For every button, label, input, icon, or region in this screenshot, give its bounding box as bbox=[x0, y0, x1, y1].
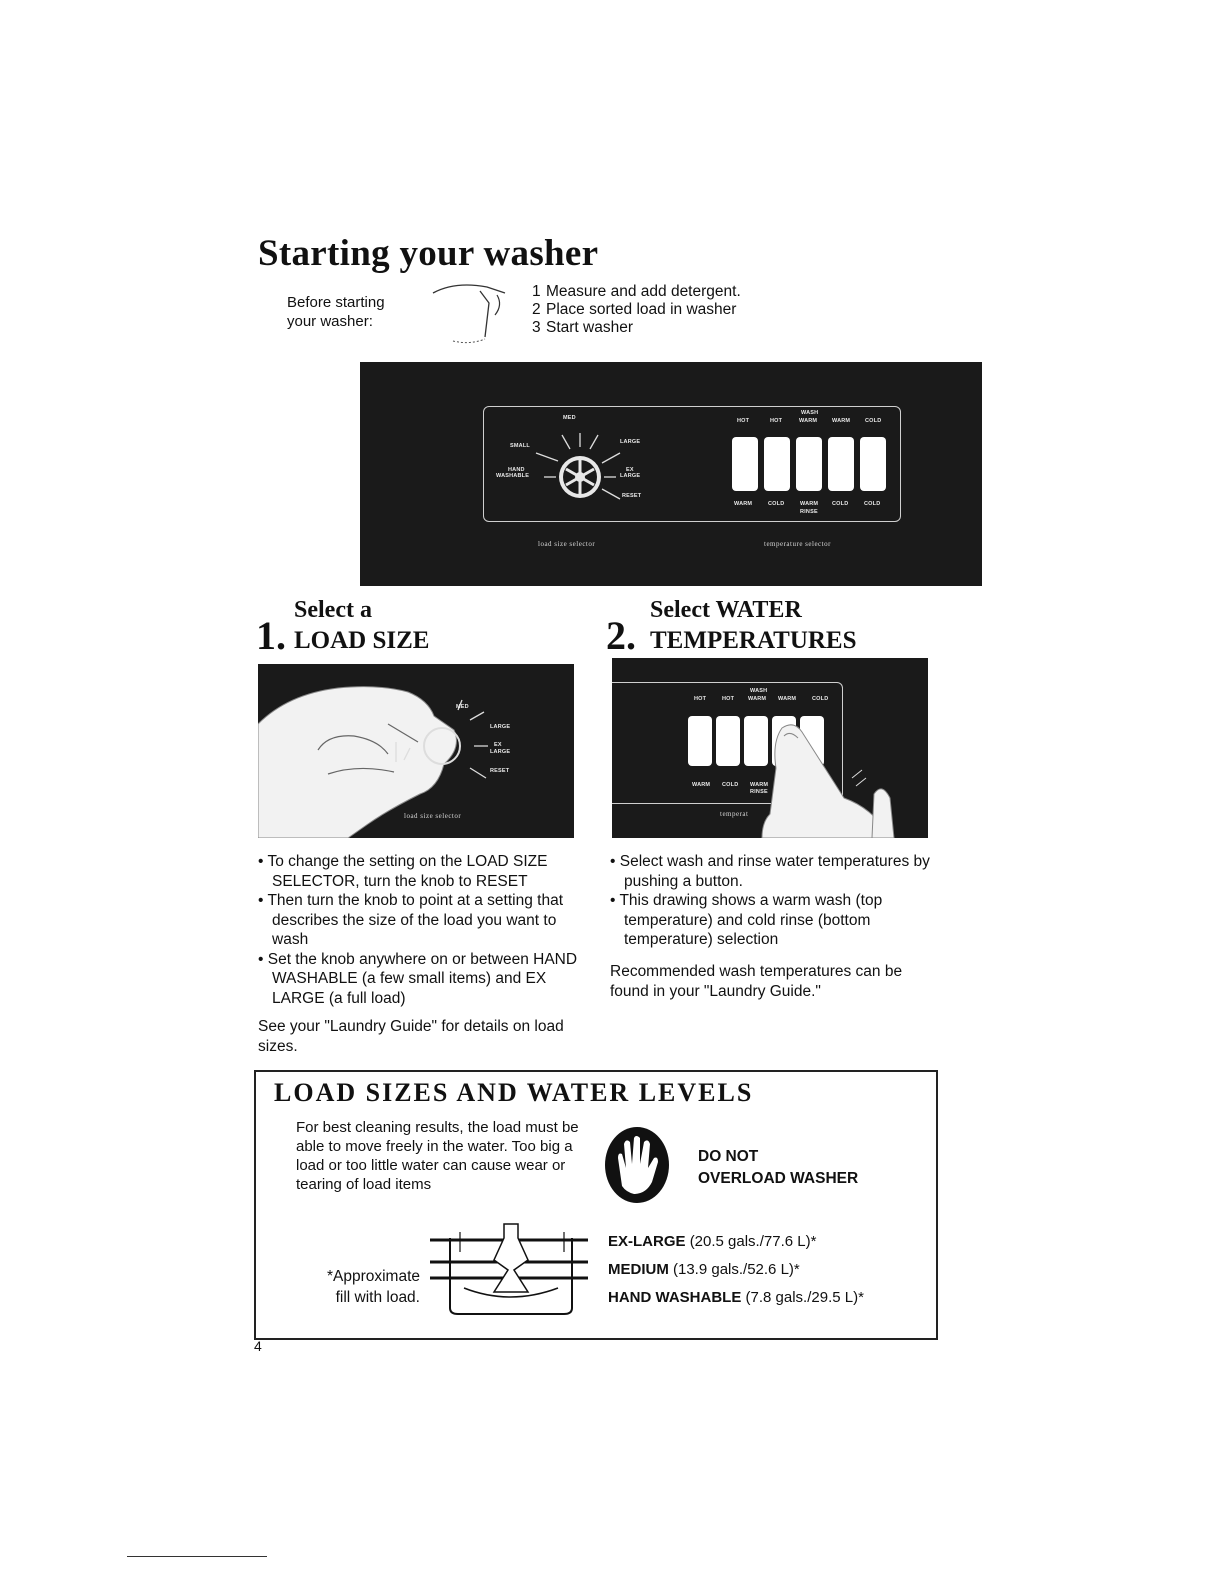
start-steps bbox=[532, 283, 741, 337]
washer-tub-diagram bbox=[424, 1222, 594, 1318]
photo2-bottom-label: WARM bbox=[750, 782, 769, 788]
approx-line1: *Approximate bbox=[326, 1268, 420, 1285]
dial-label-small: SMALL bbox=[510, 443, 530, 449]
wash-temp-label: WARM bbox=[799, 418, 818, 424]
photo2-top-label: COLD bbox=[812, 696, 829, 702]
wash-header: WASH bbox=[801, 410, 819, 416]
dial-label-large: LARGE bbox=[620, 439, 641, 445]
list-item: • Then turn the knob to point at a setting that describes the size of the load you want to wash bbox=[258, 892, 564, 948]
temp-button-cold-cold bbox=[860, 437, 886, 491]
list-item: • This drawing shows a warm wash (top temperature) and cold rinse (bottom temperature) selection bbox=[610, 892, 883, 948]
photo2-bottom-label: COLD bbox=[722, 782, 739, 788]
page-number: 4 bbox=[254, 1338, 262, 1354]
temp-button-hot-warm bbox=[732, 437, 758, 491]
finger-pressing-button-illustration bbox=[612, 658, 928, 838]
photo2-bottom-label: WARM bbox=[692, 782, 711, 788]
step-item: 2 Place sorted load in washer bbox=[532, 301, 737, 318]
control-panel-illustration bbox=[360, 362, 982, 586]
water-levels-list bbox=[608, 1228, 864, 1312]
photo2-label-rinse: RINSE bbox=[750, 789, 768, 795]
photo1-label-ex-large: LARGE bbox=[490, 749, 511, 755]
section1-heading-line2: LOAD SIZE bbox=[294, 627, 430, 654]
hand-stop-icon bbox=[600, 1124, 674, 1206]
temp-button-hot-cold bbox=[764, 437, 790, 491]
rinse-temp-label: COLD bbox=[768, 501, 785, 507]
wash-temp-label: WARM bbox=[832, 418, 851, 424]
rinse-header: RINSE bbox=[800, 509, 818, 515]
approx-line2: fill with load. bbox=[335, 1289, 420, 1306]
photo1-selector-label: load size selector bbox=[404, 812, 462, 820]
rinse-temp-label: WARM bbox=[800, 501, 819, 507]
control-panel-frame bbox=[483, 406, 901, 522]
temperature-selector-label: temperature selector bbox=[764, 540, 831, 548]
water-level-item: HAND WASHABLE (7.8 gals./29.5 L)* bbox=[608, 1289, 864, 1306]
photo2-top-label: HOT bbox=[722, 696, 735, 702]
rinse-temp-label: COLD bbox=[864, 501, 881, 507]
section1-note: See your "Laundry Guide" for details on load sizes. bbox=[258, 1018, 564, 1055]
water-level-item: EX-LARGE (20.5 gals./77.6 L)* bbox=[608, 1233, 817, 1250]
section2-bullets bbox=[610, 852, 930, 950]
load-size-selector-label: load size selector bbox=[538, 540, 596, 548]
photo1-label-ex: EX bbox=[494, 742, 502, 748]
dial-label-hand: HAND bbox=[508, 467, 525, 473]
dial-label-washable: WASHABLE bbox=[496, 473, 530, 479]
page-title: Starting your washer bbox=[258, 233, 599, 274]
load-size-knob-photo bbox=[258, 664, 574, 838]
section1-number: 1. bbox=[256, 613, 286, 658]
photo2-label-wash: WASH bbox=[750, 688, 768, 694]
photo1-label-reset: RESET bbox=[490, 768, 510, 774]
section1-heading-line1: Select a bbox=[294, 597, 372, 623]
dial-label-ex: EX bbox=[626, 467, 634, 473]
photo2-top-label: HOT bbox=[694, 696, 707, 702]
section1-bullets bbox=[258, 852, 588, 1008]
water-level-item: MEDIUM (13.9 gals./52.6 L)* bbox=[608, 1261, 800, 1278]
section2-heading-line2: TEMPERATURES bbox=[650, 627, 857, 654]
step-item: 3 Start washer bbox=[532, 319, 634, 336]
rinse-temp-label: WARM bbox=[734, 501, 753, 507]
warning-line1: DO NOT bbox=[698, 1148, 759, 1165]
wash-temp-label: COLD bbox=[865, 418, 882, 424]
step-item: 1 Measure and add detergent. bbox=[532, 283, 741, 300]
photo1-label-med: MED bbox=[456, 704, 469, 710]
dial-label-med: MED bbox=[563, 415, 576, 421]
load-size-dial bbox=[524, 433, 634, 515]
section2-note: Recommended wash temperatures can be found in your "Laundry Guide." bbox=[610, 963, 903, 1000]
photo2-selector-label: temperat bbox=[720, 810, 749, 818]
section2-number: 2. bbox=[606, 613, 636, 658]
load-box-title: LOAD SIZES AND WATER LEVELS bbox=[274, 1078, 754, 1107]
rinse-temp-label: COLD bbox=[832, 501, 849, 507]
list-item: • Select wash and rinse water temperatures by pushing a button. bbox=[610, 853, 930, 890]
approx-note bbox=[300, 1266, 420, 1308]
list-item: • To change the setting on the LOAD SIZE SELECTOR, turn the knob to RESET bbox=[258, 853, 548, 890]
photo1-label-large: LARGE bbox=[490, 724, 511, 730]
wash-temp-label: HOT bbox=[737, 418, 750, 424]
warning-line2: OVERLOAD WASHER bbox=[698, 1170, 859, 1187]
wash-temp-label: HOT bbox=[770, 418, 783, 424]
footer-rule bbox=[127, 1556, 267, 1557]
dial-label-ex-large: LARGE bbox=[620, 473, 641, 479]
photo2-top-label: WARM bbox=[748, 696, 767, 702]
load-sizes-box bbox=[254, 1070, 938, 1340]
temp-button-warm-cold bbox=[828, 437, 854, 491]
intro-text: Before starting your washer: bbox=[287, 294, 385, 330]
overload-warning bbox=[698, 1146, 858, 1190]
load-box-text: For best cleaning results, the load must be able to move freely in the water. Too big a load or too little water can cause wear or tearing of load items bbox=[296, 1119, 579, 1193]
temperature-button-photo bbox=[612, 658, 928, 838]
photo2-top-label: WARM bbox=[778, 696, 797, 702]
section2-heading-line1: Select WATER bbox=[650, 597, 802, 623]
temp-button-warm-warm bbox=[796, 437, 822, 491]
detergent-pour-icon bbox=[425, 281, 525, 347]
list-item: • Set the knob anywhere on or between HAND WASHABLE (a few small items) and EX LARGE (a full load) bbox=[258, 950, 578, 1007]
dial-label-reset: RESET bbox=[622, 493, 642, 499]
